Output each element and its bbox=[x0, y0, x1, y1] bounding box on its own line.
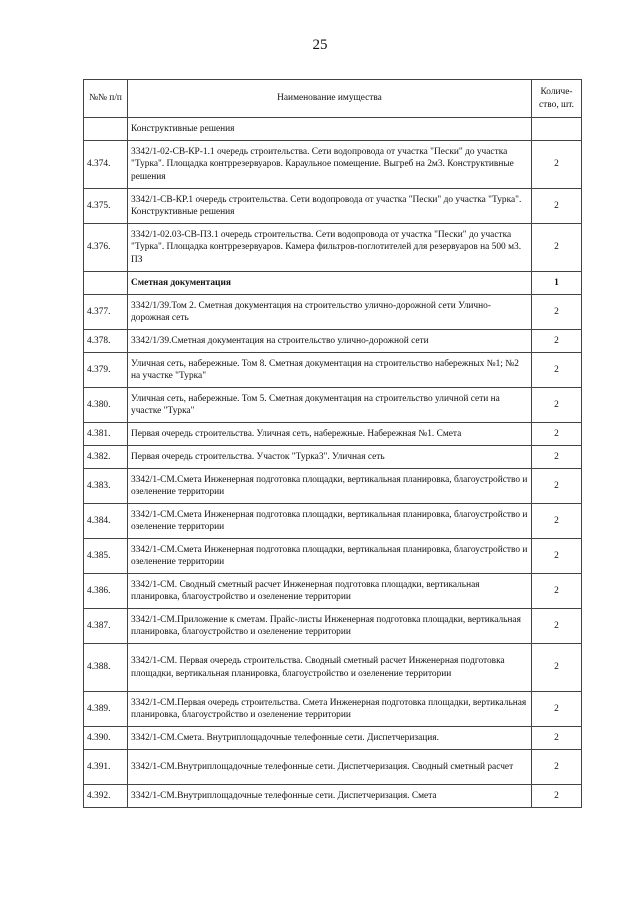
row-name: 3342/1-02-СВ-КР-1.1 очередь строительства. Сети водопровода от участка "Пески" до участка "Турка". Площадка контррезервуаров. Караульное помещение. Выгреб на 2м3. Конструктивные решения bbox=[128, 141, 532, 189]
table-row bbox=[84, 539, 582, 574]
row-quantity: 2 bbox=[532, 446, 582, 469]
row-name: 3342/1-СМ.Внутриплощадочные телефонные сети. Диспетчеризация. Сводный сметный расчет bbox=[128, 750, 532, 785]
row-quantity: 2 bbox=[532, 330, 582, 353]
row-number: 4.382. bbox=[84, 446, 128, 469]
header-name: Наименование имущества bbox=[128, 80, 532, 118]
row-quantity: 2 bbox=[532, 189, 582, 224]
row-number bbox=[84, 118, 128, 141]
row-number: 4.377. bbox=[84, 295, 128, 330]
row-quantity: 2 bbox=[532, 727, 582, 750]
row-quantity: 2 bbox=[532, 388, 582, 423]
row-number: 4.376. bbox=[84, 224, 128, 272]
row-name: 3342/1-СМ.Приложение к сметам. Прайс-листы Инженерная подготовка площадки, вертикальная планировка, благоустройство и озеленение территории bbox=[128, 609, 532, 644]
table-row bbox=[84, 353, 582, 388]
row-number bbox=[84, 272, 128, 295]
header-num: №№ п/п bbox=[84, 80, 128, 118]
row-number: 4.374. bbox=[84, 141, 128, 189]
row-number: 4.380. bbox=[84, 388, 128, 423]
row-quantity: 2 bbox=[532, 750, 582, 785]
table-row bbox=[84, 189, 582, 224]
row-name: Первая очередь строительства. Уличная сеть, набережные. Набережная №1. Смета bbox=[128, 423, 532, 446]
row-name: Уличная сеть, набережные. Том 5. Сметная документация на строительство уличной сети на участке "Турка" bbox=[128, 388, 532, 423]
row-quantity: 2 bbox=[532, 644, 582, 692]
row-number: 4.384. bbox=[84, 504, 128, 539]
table-row bbox=[84, 692, 582, 727]
row-quantity: 2 bbox=[532, 692, 582, 727]
row-quantity: 2 bbox=[532, 504, 582, 539]
row-name: 3342/1-СМ.Смета. Внутриплощадочные телефонные сети. Диспетчеризация. bbox=[128, 727, 532, 750]
row-quantity: 2 bbox=[532, 295, 582, 330]
row-number: 4.388. bbox=[84, 644, 128, 692]
row-number: 4.389. bbox=[84, 692, 128, 727]
table-body bbox=[84, 118, 582, 808]
row-name: Сметная документация bbox=[128, 272, 532, 295]
row-quantity bbox=[532, 118, 582, 141]
header-qty: Количе-ство, шт. bbox=[532, 80, 582, 118]
row-quantity: 1 bbox=[532, 272, 582, 295]
row-quantity: 2 bbox=[532, 353, 582, 388]
page-number: 25 bbox=[312, 37, 328, 53]
row-name: 3342/1-СМ. Первая очередь строительства. Сводный сметный расчет Инженерная подготовка площадки, вертикальная планировка, благоустройство и озеленение территории bbox=[128, 644, 532, 692]
table-row bbox=[84, 644, 582, 692]
row-name: 3342/1-СМ. Сводный сметный расчет Инженерная подготовка площадки, вертикальная планировка, благоустройство и озеленение территории bbox=[128, 574, 532, 609]
row-number: 4.378. bbox=[84, 330, 128, 353]
row-quantity: 2 bbox=[532, 224, 582, 272]
row-number: 4.383. bbox=[84, 469, 128, 504]
table-row bbox=[84, 750, 582, 785]
row-quantity: 2 bbox=[532, 574, 582, 609]
table-row bbox=[84, 330, 582, 353]
table-row bbox=[84, 295, 582, 330]
row-quantity: 2 bbox=[532, 469, 582, 504]
row-number: 4.392. bbox=[84, 785, 128, 808]
table-row bbox=[84, 785, 582, 808]
row-name: 3342/1-СМ.Внутриплощадочные телефонные сети. Диспетчеризация. Смета bbox=[128, 785, 532, 808]
row-number: 4.375. bbox=[84, 189, 128, 224]
row-quantity: 2 bbox=[532, 141, 582, 189]
table-row bbox=[84, 446, 582, 469]
table-row bbox=[84, 224, 582, 272]
property-table bbox=[83, 79, 582, 808]
row-quantity: 2 bbox=[532, 785, 582, 808]
header-row bbox=[84, 80, 582, 118]
table-row bbox=[84, 118, 582, 141]
row-number: 4.379. bbox=[84, 353, 128, 388]
row-number: 4.385. bbox=[84, 539, 128, 574]
row-name: Первая очередь строительства. Участок "Турка3". Уличная сеть bbox=[128, 446, 532, 469]
row-number: 4.390. bbox=[84, 727, 128, 750]
row-name: 3342/1-СВ-КР.1 очередь строительства. Сети водопровода от участка "Пески" до участка "Турка". Конструктивные решения bbox=[128, 189, 532, 224]
row-name: 3342/1/39.Том 2. Сметная документация на строительство улично-дорожной сети Улично-дорожная сеть bbox=[128, 295, 532, 330]
row-name: 3342/1-02.03-СВ-ПЗ.1 очередь строительства. Сети водопровода от участка "Пески" до участка "Турка". Площадка контррезервуаров. Камера фильтров-поглотителей для резервуаров на 500 м3. ПЗ bbox=[128, 224, 532, 272]
row-quantity: 2 bbox=[532, 539, 582, 574]
row-number: 4.381. bbox=[84, 423, 128, 446]
row-quantity: 2 bbox=[532, 609, 582, 644]
row-number: 4.387. bbox=[84, 609, 128, 644]
table-row bbox=[84, 469, 582, 504]
row-name: 3342/1-СМ.Смета Инженерная подготовка площадки, вертикальная планировка, благоустройство и озеленение территории bbox=[128, 539, 532, 574]
row-number: 4.391. bbox=[84, 750, 128, 785]
table-row bbox=[84, 574, 582, 609]
row-quantity: 2 bbox=[532, 423, 582, 446]
table-row bbox=[84, 727, 582, 750]
table-row bbox=[84, 141, 582, 189]
table-row bbox=[84, 504, 582, 539]
row-name: Конструктивные решения bbox=[128, 118, 532, 141]
table-row bbox=[84, 272, 582, 295]
row-name: 3342/1-СМ.Первая очередь строительства. Смета Инженерная подготовка площадки, вертикальная планировка, благоустройство и озеленение территории bbox=[128, 692, 532, 727]
row-name: Уличная сеть, набережные. Том 8. Сметная документация на строительство набережных №1; №2 на участке "Турка" bbox=[128, 353, 532, 388]
row-number: 4.386. bbox=[84, 574, 128, 609]
table-row bbox=[84, 388, 582, 423]
row-name: 3342/1-СМ.Смета Инженерная подготовка площадки, вертикальная планировка, благоустройство и озеленение территории bbox=[128, 504, 532, 539]
table-row bbox=[84, 609, 582, 644]
row-name: 3342/1-СМ.Смета Инженерная подготовка площадки, вертикальная планировка, благоустройство и озеленение территории bbox=[128, 469, 532, 504]
row-name: 3342/1/39.Сметная документация на строительство улично-дорожной сети bbox=[128, 330, 532, 353]
table-row bbox=[84, 423, 582, 446]
